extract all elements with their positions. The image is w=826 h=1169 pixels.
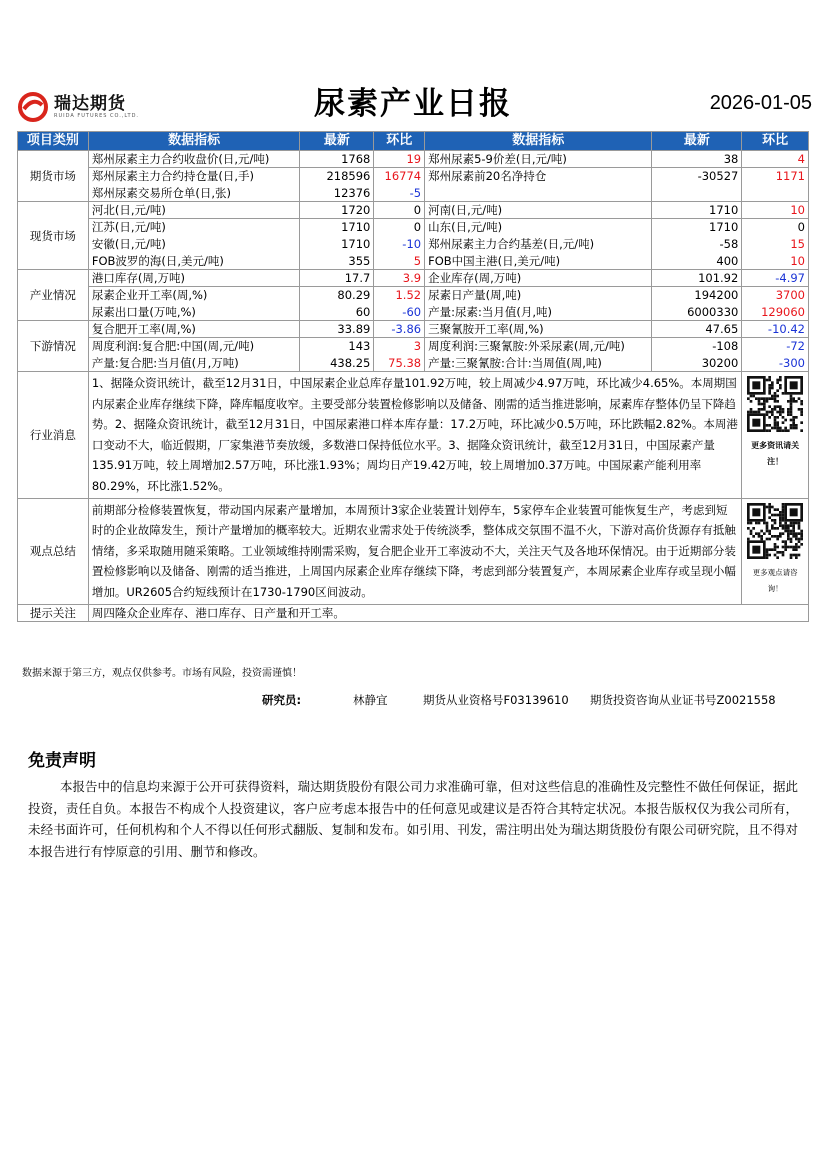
value-left: 60 bbox=[300, 304, 374, 321]
indicator-right: 郑州尿素5-9价差(日,元/吨) bbox=[425, 151, 652, 168]
news-text: 1、据隆众资讯统计，截至12月31日，中国尿素企业总库存量101.92万吨，较上周减少4.97万吨，环比减少4.65%。本周期国内尿素企业库存继续下降，降库幅度收窄。主要受部分装置检修影响以及储备、刚需的适当推进影响，尿素库存整体仍呈下降趋势。2、据隆众资讯统计，截至12月31日，中国尿素港口样本库存量：17.2万吨，环比减少0.5万吨，环比跌幅2.82%。本周港口变动不大，临近假期，厂家集港节奏放缓，多数港口保持低位水平。3、据隆众资讯统计，截至12月31日，中国尿素产量135.91万吨，较上周增加2.57万吨，环比涨1.93%；周均日产19.42万吨，较上周增加0.37万吨。中国尿素产能利用率80.29%，环比涨1.52%。 bbox=[88, 372, 741, 499]
value-left: 33.89 bbox=[300, 321, 374, 338]
change-left: 19 bbox=[374, 151, 425, 168]
indicator-left: 产量:复合肥:当月值(月,万吨) bbox=[88, 355, 299, 372]
wechat-qr-code-icon bbox=[747, 503, 803, 559]
news-qr-cell bbox=[742, 372, 809, 499]
value-left: 17.7 bbox=[300, 270, 374, 287]
value-right: 38 bbox=[652, 151, 742, 168]
indicator-left: 江苏(日,元/吨) bbox=[88, 219, 299, 236]
value-right: 30200 bbox=[652, 355, 742, 372]
value-right: 6000330 bbox=[652, 304, 742, 321]
data-source-note: 数据来源于第三方，观点仅供参考。市场有风险，投资需谨慎！ bbox=[22, 668, 302, 679]
data-table bbox=[17, 131, 809, 622]
value-right: -108 bbox=[652, 338, 742, 355]
table-row bbox=[18, 236, 809, 253]
viewpoint-text: 前期部分检修装置恢复，带动国内尿素产量增加，本周预计3家企业装置计划停车，5家停车企业装置可能恢复生产，考虑到短时的企业故障发生，预计产量增加的概率较大。近期农业需求处于传统淡季，整体成交氛围不温不火，下游对高价货源存有抵触情绪，多采取随用随采策略。工业领域维持刚需采购，复合肥企业开工率波动不大，关注天气及各地环保情况。由于近期部分装置检修影响以及储备、刚需的适当推进，上周国内尿素企业库存继续下降，考虑到部分装置复产，本周尿素企业库存或呈现小幅增加。UR2605合约短线预计在1730-1790区间波动。 bbox=[88, 498, 741, 604]
change-right: -10.42 bbox=[742, 321, 809, 338]
indicator-right: 产量:尿素:当月值(月,吨) bbox=[425, 304, 652, 321]
header-indicator-left: 数据指标 bbox=[88, 132, 299, 151]
indicator-left: 郑州尿素交易所仓单(日,张) bbox=[88, 185, 299, 202]
tips-row bbox=[18, 604, 809, 621]
news-category: 行业消息 bbox=[18, 372, 89, 499]
news-qr-caption: 更多资讯请关注！ bbox=[751, 441, 800, 466]
header-category: 项目类别 bbox=[18, 132, 89, 151]
researcher-label: 研究员: bbox=[262, 693, 302, 707]
change-left: -10 bbox=[374, 236, 425, 253]
value-right: -58 bbox=[652, 236, 742, 253]
change-right bbox=[742, 185, 809, 202]
change-right: 1171 bbox=[742, 168, 809, 185]
table-row bbox=[18, 202, 809, 219]
value-left: 1768 bbox=[300, 151, 374, 168]
category-cell: 下游情况 bbox=[18, 321, 89, 372]
value-left: 143 bbox=[300, 338, 374, 355]
indicator-left: 安徽(日,元/吨) bbox=[88, 236, 299, 253]
header-latest-right: 最新 bbox=[652, 132, 742, 151]
indicator-left: 尿素企业开工率(周,%) bbox=[88, 287, 299, 304]
change-left: 3 bbox=[374, 338, 425, 355]
researcher-cert-advisory: 期货投资咨询从业证书号Z0021558 bbox=[590, 693, 776, 707]
table-row bbox=[18, 270, 809, 287]
table-row bbox=[18, 355, 809, 372]
value-right: 400 bbox=[652, 253, 742, 270]
value-right: -30527 bbox=[652, 168, 742, 185]
viewpoint-category: 观点总结 bbox=[18, 498, 89, 604]
header-change-left: 环比 bbox=[374, 132, 425, 151]
category-cell: 期货市场 bbox=[18, 151, 89, 202]
change-right: 10 bbox=[742, 202, 809, 219]
indicator-left: FOB波罗的海(日,美元/吨) bbox=[88, 253, 299, 270]
header-change-right: 环比 bbox=[742, 132, 809, 151]
news-row bbox=[18, 372, 809, 499]
researcher-cert-futures: 期货从业资格号F03139610 bbox=[423, 693, 569, 707]
value-left: 355 bbox=[300, 253, 374, 270]
logo-cn-text: 瑞达期货 bbox=[54, 93, 126, 114]
change-right: -300 bbox=[742, 355, 809, 372]
qr-code-icon bbox=[747, 376, 803, 432]
value-right: 1710 bbox=[652, 219, 742, 236]
table-row bbox=[18, 321, 809, 338]
change-right: 3700 bbox=[742, 287, 809, 304]
change-right: 0 bbox=[742, 219, 809, 236]
indicator-left: 尿素出口量(万吨,%) bbox=[88, 304, 299, 321]
value-left: 438.25 bbox=[300, 355, 374, 372]
indicator-right bbox=[425, 185, 652, 202]
disclaimer-title: 免责声明 bbox=[28, 751, 96, 771]
viewpoint-row bbox=[18, 498, 809, 604]
indicator-right: 郑州尿素主力合约基差(日,元/吨) bbox=[425, 236, 652, 253]
category-cell: 现货市场 bbox=[18, 202, 89, 270]
logo-en-text: RUIDA FUTURES CO.,LTD. bbox=[54, 112, 140, 119]
change-left: -5 bbox=[374, 185, 425, 202]
disclaimer-body: 本报告中的信息均来源于公开可获得资料，瑞达期货股份有限公司力求准确可靠，但对这些信息的准确性及完整性不做任何保证，据此投资，责任自负。本报告不构成个人投资建议，客户应考虑本报告中的任何意见或建议是否符合其特定状况。本报告版权仅为我公司所有，未经书面许可，任何机构和个人不得以任何形式翻版、复制和发布。如引用、刊发，需注明出处为瑞达期货股份有限公司研究院，且不得对本报告进行有悖原意的引用、删节和修改。 bbox=[28, 779, 798, 859]
value-right: 47.65 bbox=[652, 321, 742, 338]
table-row bbox=[18, 151, 809, 168]
value-right: 1710 bbox=[652, 202, 742, 219]
researcher-name: 林静宜 bbox=[353, 693, 388, 707]
indicator-left: 郑州尿素主力合约收盘价(日,元/吨) bbox=[88, 151, 299, 168]
value-left: 1710 bbox=[300, 219, 374, 236]
change-right: 129060 bbox=[742, 304, 809, 321]
change-right: -4.97 bbox=[742, 270, 809, 287]
value-left: 218596 bbox=[300, 168, 374, 185]
indicator-right: 三聚氰胺开工率(周,%) bbox=[425, 321, 652, 338]
value-right bbox=[652, 185, 742, 202]
indicator-left: 郑州尿素主力合约持仓量(日,手) bbox=[88, 168, 299, 185]
viewpoint-qr-cell bbox=[742, 498, 809, 604]
indicator-left: 复合肥开工率(周,%) bbox=[88, 321, 299, 338]
change-left: -60 bbox=[374, 304, 425, 321]
change-right: 10 bbox=[742, 253, 809, 270]
indicator-right: 产量:三聚氰胺:合计:当周值(周,吨) bbox=[425, 355, 652, 372]
report-date: 2026-01-05 bbox=[709, 92, 812, 114]
indicator-left: 港口库存(周,万吨) bbox=[88, 270, 299, 287]
indicator-right: 周度利润:三聚氰胺:外采尿素(周,元/吨) bbox=[425, 338, 652, 355]
table-row bbox=[18, 304, 809, 321]
report-title: 尿素产业日报 bbox=[314, 86, 512, 122]
table-row bbox=[18, 338, 809, 355]
tips-text: 周四隆众企业库存、港口库存、日产量和开工率。 bbox=[88, 604, 808, 621]
value-left: 80.29 bbox=[300, 287, 374, 304]
indicator-right: 尿素日产量(周,吨) bbox=[425, 287, 652, 304]
change-left: 0 bbox=[374, 202, 425, 219]
value-left: 1710 bbox=[300, 236, 374, 253]
value-left: 1720 bbox=[300, 202, 374, 219]
change-left: 0 bbox=[374, 219, 425, 236]
category-cell: 产业情况 bbox=[18, 270, 89, 321]
header-latest-left: 最新 bbox=[300, 132, 374, 151]
tips-category: 提示关注 bbox=[18, 604, 89, 621]
viewpoint-qr-caption: 更多观点请咨询！ bbox=[752, 567, 798, 593]
indicator-left: 河北(日,元/吨) bbox=[88, 202, 299, 219]
change-left: -3.86 bbox=[374, 321, 425, 338]
change-left: 1.52 bbox=[374, 287, 425, 304]
value-right: 194200 bbox=[652, 287, 742, 304]
value-right: 101.92 bbox=[652, 270, 742, 287]
table-row bbox=[18, 168, 809, 185]
table-row bbox=[18, 185, 809, 202]
change-right: 15 bbox=[742, 236, 809, 253]
change-left: 3.9 bbox=[374, 270, 425, 287]
change-left: 5 bbox=[374, 253, 425, 270]
indicator-right: 郑州尿素前20名净持仓 bbox=[425, 168, 652, 185]
indicator-left: 周度利润:复合肥:中国(周,元/吨) bbox=[88, 338, 299, 355]
header-indicator-right: 数据指标 bbox=[425, 132, 652, 151]
indicator-right: FOB中国主港(日,美元/吨) bbox=[425, 253, 652, 270]
change-right: -72 bbox=[742, 338, 809, 355]
change-left: 75.38 bbox=[374, 355, 425, 372]
table-row bbox=[18, 287, 809, 304]
indicator-right: 企业库存(周,万吨) bbox=[425, 270, 652, 287]
change-left: 16774 bbox=[374, 168, 425, 185]
value-left: 12376 bbox=[300, 185, 374, 202]
table-row bbox=[18, 219, 809, 236]
table-header-row bbox=[18, 132, 809, 151]
indicator-right: 山东(日,元/吨) bbox=[425, 219, 652, 236]
change-right: 4 bbox=[742, 151, 809, 168]
table-row bbox=[18, 253, 809, 270]
indicator-right: 河南(日,元/吨) bbox=[425, 202, 652, 219]
